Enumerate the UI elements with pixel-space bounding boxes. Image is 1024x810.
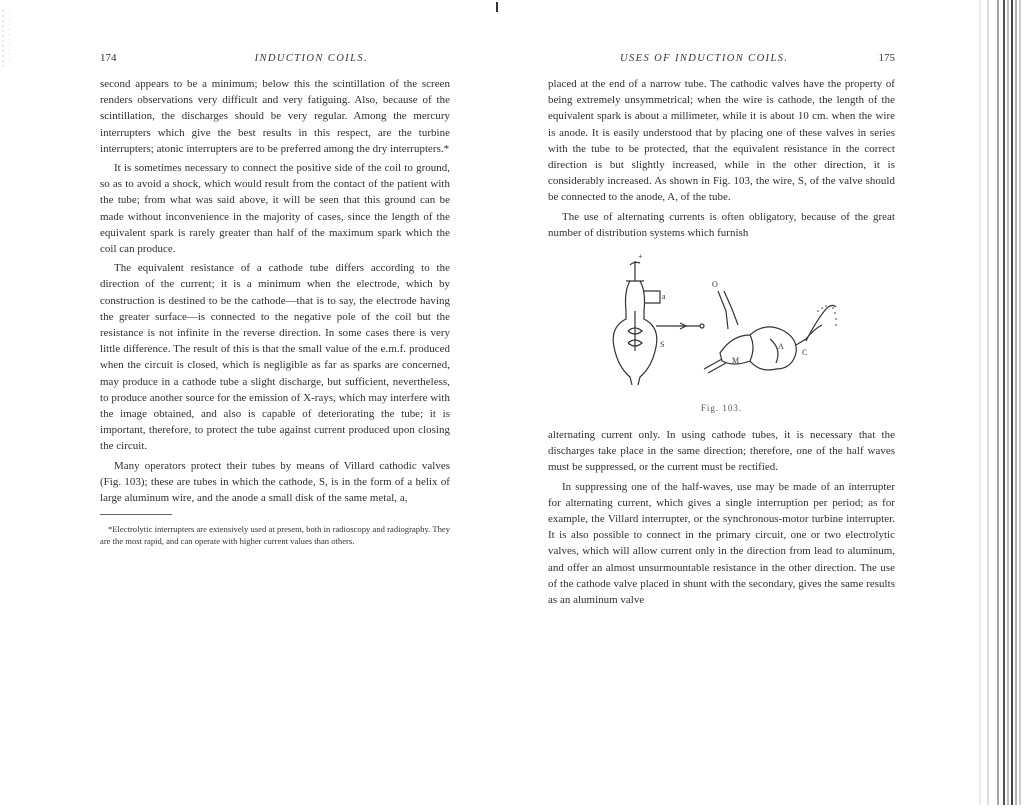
left-page-edge [0,0,22,805]
paragraph: second appears to be a minimum; below this the scintillation of the screen renders observations very difficult and very fatiguing. Also, because of the scintillation, the discharges should be very regular. Among the mercury interrupters which give the best results in this respect, are the turbine interrupters; atonic interrupters are to be preferred among the dry interrupters.* [100,78,450,155]
figure-label-C: C [802,348,808,358]
figure-label-A: A [778,342,784,352]
left-running-head [100,52,450,64]
figure-103 [548,251,895,399]
paragraph: Many operators protect their tubes by means of Villard cathodic valves (Fig. 103); these are tubes in which the cathode, S, is in the form of a helix of large aluminum wire, and the anode a small disk of the same metal, a, [100,459,450,505]
paragraph: The equivalent resistance of a cathode tube differs according to the direction of the current; it is a minimum when the electrode, which by construction is destined to be the cathode—that is to say, the electrode having the greater surface—is connected to the negative pole of the coil but the resistance is not infinite in the reverse direction. In some cases there is very little difference. The result of this is that the small value of the e.m.f. produced when the circuit is closed, which is negligible as far as sparks are concerned, may produce in a cathode tube a slight discharge, but sufficient, nevertheless, to produce another source for the emission of X-rays, which may interfere with the image obtained, and also is capable of deteriorating the tube; it is important, therefore, to protect the tube against current produced upon closing the circuit. [100,262,450,453]
footnote: *Electrolytic interrupters are extensively used at present, both in radioscopy and radiography. They are the most rapid, and can operate with higher current values than others. [100,524,450,547]
right-page [548,52,895,608]
right-running-title: USES OF INDUCTION COILS. [620,53,789,64]
villard-valve-illustration [600,251,840,389]
figure-label-plus: + [638,252,643,262]
left-body-text [100,76,450,506]
figure-label-a: a [662,292,666,302]
figure-caption: Fig. 103. [700,403,743,414]
right-running-head [548,52,895,64]
paragraph: alternating current only. In using cathode tubes, it is necessary that the discharges take place in the same direction; therefore, one of the half waves must be suppressed, or the current must be rectified. [548,429,895,474]
right-page-number: 175 [878,52,895,64]
left-page-number: 174 [100,52,117,64]
paragraph: The use of alternating currents is often obligatory, because of the great number of distribution systems which furnish [548,210,895,239]
figure-label-S: S [660,340,665,350]
right-page-edge [976,0,1024,805]
gutter-mark [496,2,498,12]
paragraph: In suppressing one of the half-waves, use may be made of an interrupter for alternating current, which gives a single interruption per period; as for example, the Villard interrupter, or the synchronous-motor turbine interrupter. It is also possible to connect in the primary circuit, one or two electrolytic valves, which will allow current only in the direction from lead to aluminum, and offer an almost unsurmountable resistance in the other direction. The use of the cathode valve placed in shunt with the secondary, gives the same results as an aluminum valve [548,480,895,607]
figure-label-M: M [732,356,740,366]
right-body-text-bottom [548,427,895,608]
left-running-title: INDUCTION COILS. [254,53,368,64]
left-page [100,52,450,547]
paragraph: It is sometimes necessary to connect the positive side of the coil to ground, so as to avoid a shock, which would result from the contact of the patient with the tube; from what was said above, it will be seen that this ground can be made without inconvenience in the majority of cases, since the length of the equivalent spark is rarely greater than half of the maximum spark which the coil can produce. [100,162,450,256]
paragraph: placed at the end of a narrow tube. The cathodic valves have the property of being extremely unsymmetrical; when the wire is cathode, the length of the equivalent spark is about a millimeter, while it is about 10 cm. when the wire is anode. It is easily understood that by placing one of these valves in series with the tube to be protected, that the equivalent resistance in the correct direction is but slightly increased, while in the other direction, it is considerably increased. As shown in Fig. 103, the wire, S, of the valve should be connected to the anode, A, of the tube. [548,78,895,204]
figure-label-O: O [712,280,718,290]
right-body-text-top [548,76,895,241]
footnote-rule [100,514,172,519]
